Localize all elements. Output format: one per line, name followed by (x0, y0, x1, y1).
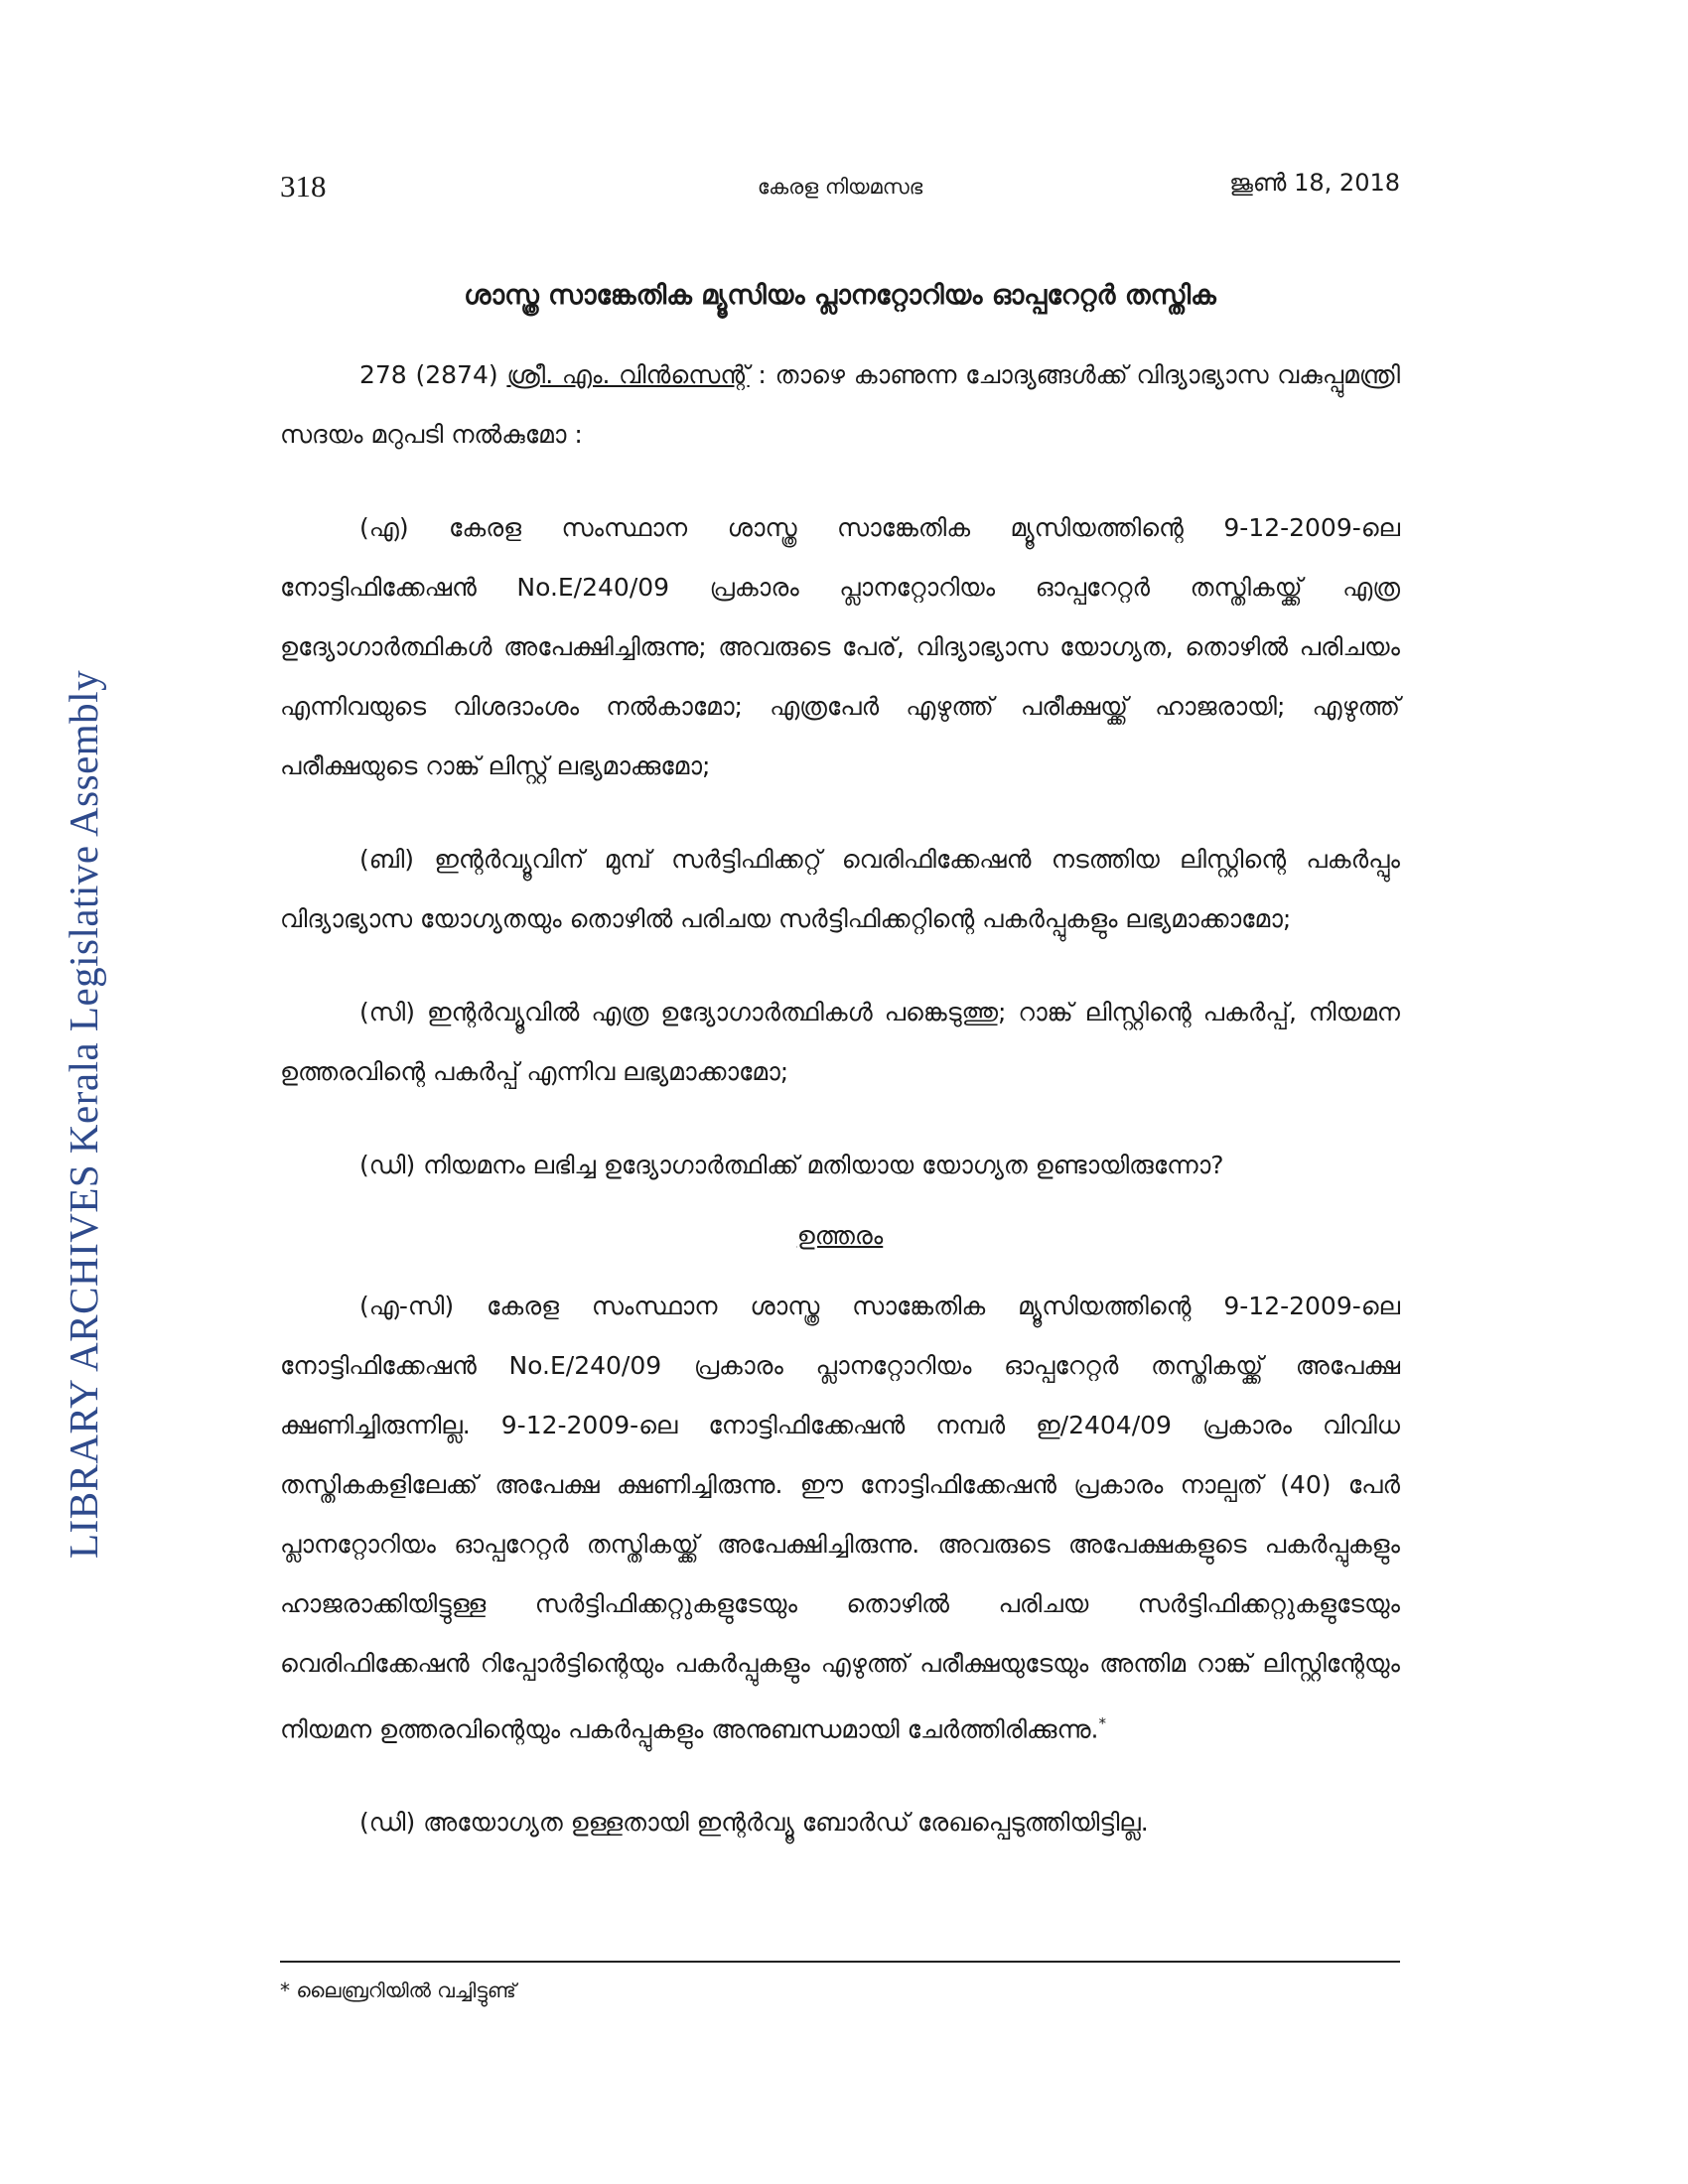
question-intro (280, 345, 1400, 465)
watermark: LIBRARY ARCHIVES Kerala Legislative Assembly (61, 669, 106, 1559)
answer-heading: ഉത്തരം (796, 1221, 884, 1250)
running-title: കേരള നിയമസഭ (757, 175, 923, 199)
footnote: * ലൈബ്രറിയിൽ വച്ചിട്ടുണ്ട് (280, 1979, 516, 2002)
page-number: 318 (280, 169, 327, 204)
document-title: ശാസ്ത്ര സാങ്കേതിക മ്യൂസിയം പ്ലാനറ്റോറിയം ഓപ്പറേറ്റർ തസ്തിക (464, 280, 1216, 311)
page-header (280, 169, 1400, 218)
question-a: (എ) കേരള സംസ്ഥാന ശാസ്ത്ര സാങ്കേതിക മ്യൂസിയത്തിന്റെ 9-12-2009-ലെ നോട്ടിഫിക്കേഷൻ No.E/240/09 പ്രകാരം പ്ലാനറ്റോറിയം ഓപ്പറേറ്റർ തസ്തികയ്ക്ക് എത്ര ഉദ്യോഗാർത്ഥികൾ അപേക്ഷിച്ചിരുന്നു; അവരുടെ പേര്, വിദ്യാഭ്യാസ യോഗ്യത, തൊഴിൽ പരിചയം എന്നിവയുടെ വിശദാംശം നൽകാമോ; എത്രപേർ എഴുത്ത് പരീക്ഷയ്ക്ക് ഹാജരായി; എഴുത്ത് പരീക്ഷയുടെ റാങ്ക് ലിസ്റ്റ് ലഭ്യമാക്കുമോ; (280, 513, 1400, 780)
answer-a-c (280, 1277, 1400, 1759)
question-number: 278 (2874) (359, 360, 498, 389)
page-content (280, 280, 1400, 1886)
question-c: (സി) ഇന്റർവ്യൂവിൽ എത്ര ഉദ്യോഗാർത്ഥികൾ പങ്കെടുത്തു; റാങ്ക് ലിസ്റ്റിന്റെ പകർപ്പ്, നിയമന ഉത്തരവിന്റെ പകർപ്പ് എന്നിവ ലഭ്യമാക്കാമോ; (280, 998, 1400, 1086)
header-date: ജൂൺ 18, 2018 (1229, 169, 1400, 197)
question-d: (ഡി) നിയമനം ലഭിച്ച ഉദ്യോഗാർത്ഥിക്ക് മതിയായ യോഗ്യത ഉണ്ടായിരുന്നോ? (359, 1151, 1224, 1179)
answer-a-c-text: (എ-സി) കേരള സംസ്ഥാന ശാസ്ത്ര സാങ്കേതിക മ്യൂസിയത്തിന്റെ 9-12-2009-ലെ നോട്ടിഫിക്കേഷൻ No.E/240/09 പ്രകാരം പ്ലാനറ്റോറിയം ഓപ്പറേറ്റർ തസ്തികയ്ക്ക് അപേക്ഷ ക്ഷണിച്ചിരുന്നില്ല. 9-12-2009-ലെ നോട്ടിഫിക്കേഷൻ നമ്പർ ഇ/2404/09 പ്രകാരം വിവിധ തസ്തികകളിലേക്ക് അപേക്ഷ ക്ഷണിച്ചിരുന്നു. ഈ നോട്ടിഫിക്കേഷൻ പ്രകാരം നാല്പത് (40) പേർ പ്ലാനറ്റോറിയം ഓപ്പറേറ്റർ തസ്തികയ്ക്ക് അപേക്ഷിച്ചിരുന്നു. അവരുടെ അപേക്ഷകളുടെ പകർപ്പുകളും ഹാജരാക്കിയിട്ടുള്ള സർട്ടിഫിക്കറ്റുകളുടേയും തൊഴിൽ പരിചയ സർട്ടിഫിക്കറ്റുകളുടേയും വെരിഫിക്കേഷൻ റിപ്പോർട്ടിന്റെയും പകർപ്പുകളും എഴുത്ത് പരീക്ഷയുടേയും അന്തിമ റാങ്ക് ലിസ്റ്റിന്റേയും നിയമന ഉത്തരവിന്റെയും പകർപ്പുകളും അനുബന്ധമായി ചേർത്തിരിക്കുന്നു. (280, 1292, 1400, 1744)
question-b: (ബി) ഇന്റർവ്യൂവിന് മുമ്പ് സർട്ടിഫിക്കറ്റ് വെരിഫിക്കേഷൻ നടത്തിയ ലിസ്റ്റിന്റെ പകർപ്പും വിദ്യാഭ്യാസ യോഗ്യതയും തൊഴിൽ പരിചയ സർട്ടിഫിക്കറ്റിന്റെ പകർപ്പുകളും ലഭ്യമാക്കാമോ; (280, 845, 1400, 933)
footnote-marker: * (1098, 1714, 1106, 1732)
question-intro-text: : താഴെ കാണുന്ന ചോദ്യങ്ങൾക്ക് വിദ്യാഭ്യാസ വകുപ്പുമന്ത്രി സദയം മറുപടി നൽകുമോ : (280, 360, 1401, 449)
member-name: ശ്രീ. എം. വിൻസെന്റ് (506, 360, 750, 389)
footnote-divider (280, 1961, 1400, 1963)
answer-d: (ഡി) അയോഗ്യത ഉള്ളതായി ഇന്റർവ്യൂ ബോർഡ് രേഖപ്പെടുത്തിയിട്ടില്ല. (359, 1808, 1149, 1838)
